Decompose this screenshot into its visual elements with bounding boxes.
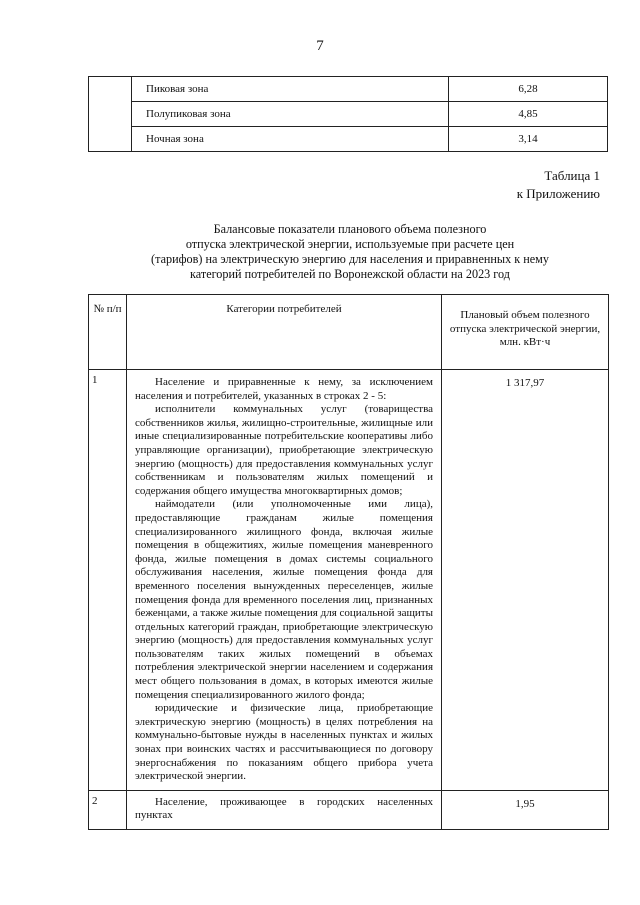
heading-line: категорий потребителей по Воронежской области на 2023 год	[190, 267, 510, 281]
zone-value: 4,85	[449, 102, 608, 127]
row-volume	[442, 370, 609, 791]
row-volume	[442, 790, 609, 829]
volume-value: 1,95	[515, 797, 535, 810]
volume-value: 1 317,97	[505, 377, 545, 389]
header-volume: Плановый объем полезного отпуска электрической энергии, млн. кВт·ч	[442, 295, 609, 370]
category-paragraph: наймодатели (или уполномоченные ими лица), предоставляющие гражданам жилые помещения специализированного жилищного фонда, включая жилые помещения в общежитиях, жилые помещения маневренного фонда, жилые помещения в домах системы социального обслуживания населения, жилые помещения фонда для временного поселения вынужденных переселенцев, жилые помещения фонда для временного поселения лиц, признанных беженцами, а также жилые помещения для социальной защиты отдельных категорий граждан, приобретающие электрическую энергию (мощность) для предоставления коммунальных услуг пользователям таких жилых помещений в объемах потребления электрической энергии населением и содержания мест общего пользования в домах, в которых имеются жилые помещения специализированного жилого фонда;	[135, 498, 433, 701]
table-row	[89, 127, 608, 152]
table-caption: Таблица 1	[544, 168, 600, 183]
zone-name: Полупиковая зона	[132, 102, 449, 127]
tariff-zones-table	[88, 76, 608, 152]
table-cell-blank	[89, 77, 132, 152]
row-category	[127, 790, 442, 829]
appendix-caption: к Приложению	[516, 186, 600, 201]
category-paragraph: Население и приравненные к нему, за исключением населения и потребителей, указанных в строках 2 - 5:	[135, 376, 433, 402]
header-category: Категории потребителей	[127, 295, 442, 370]
page-number: 7	[316, 38, 324, 54]
table-row	[89, 790, 609, 829]
zone-value: 3,14	[449, 127, 608, 152]
header-no: № п/п	[89, 295, 127, 370]
table-row	[89, 77, 608, 102]
balance-indicators-table	[88, 294, 609, 830]
zone-name: Ночная зона	[132, 127, 449, 152]
row-category	[127, 370, 442, 791]
table-row	[89, 102, 608, 127]
zone-value: 6,28	[449, 77, 608, 102]
row-number: 1	[89, 370, 127, 791]
heading-line: отпуска электрической энергии, используемые при расчете цен	[185, 237, 515, 251]
heading-line: (тарифов) на электрическую энергию для населения и приравненных к нему	[151, 252, 549, 266]
zone-name: Пиковая зона	[132, 77, 449, 102]
category-paragraph: исполнители коммунальных услуг (товарищества собственников жилья, жилищно-строительные, жилищные или иные специализированные потребительские кооперативы либо управляющие организации), приобретающие электрическую энергию (мощность) для предоставления коммунальных услуг собственникам и пользователям жилых помещений и содержания общего имущества многоквартирных домов;	[135, 403, 433, 497]
heading-line: Балансовые показатели планового объема полезного	[213, 222, 487, 236]
table-heading	[90, 222, 610, 282]
table-header-row	[89, 295, 609, 370]
row-number: 2	[89, 790, 127, 829]
category-paragraph: Население, проживающее в городских населенных пунктах	[135, 795, 433, 822]
category-paragraph: юридические и физические лица, приобретающие электрическую энергию (мощность) в целях потребления на коммунально-бытовые нужды в населенных пунктах и жилых зонах при воинских частях и рассчитывающиеся по договору энергоснабжения по показаниям общего прибора учета электрической энергии.	[135, 702, 433, 783]
table-row	[89, 370, 609, 791]
